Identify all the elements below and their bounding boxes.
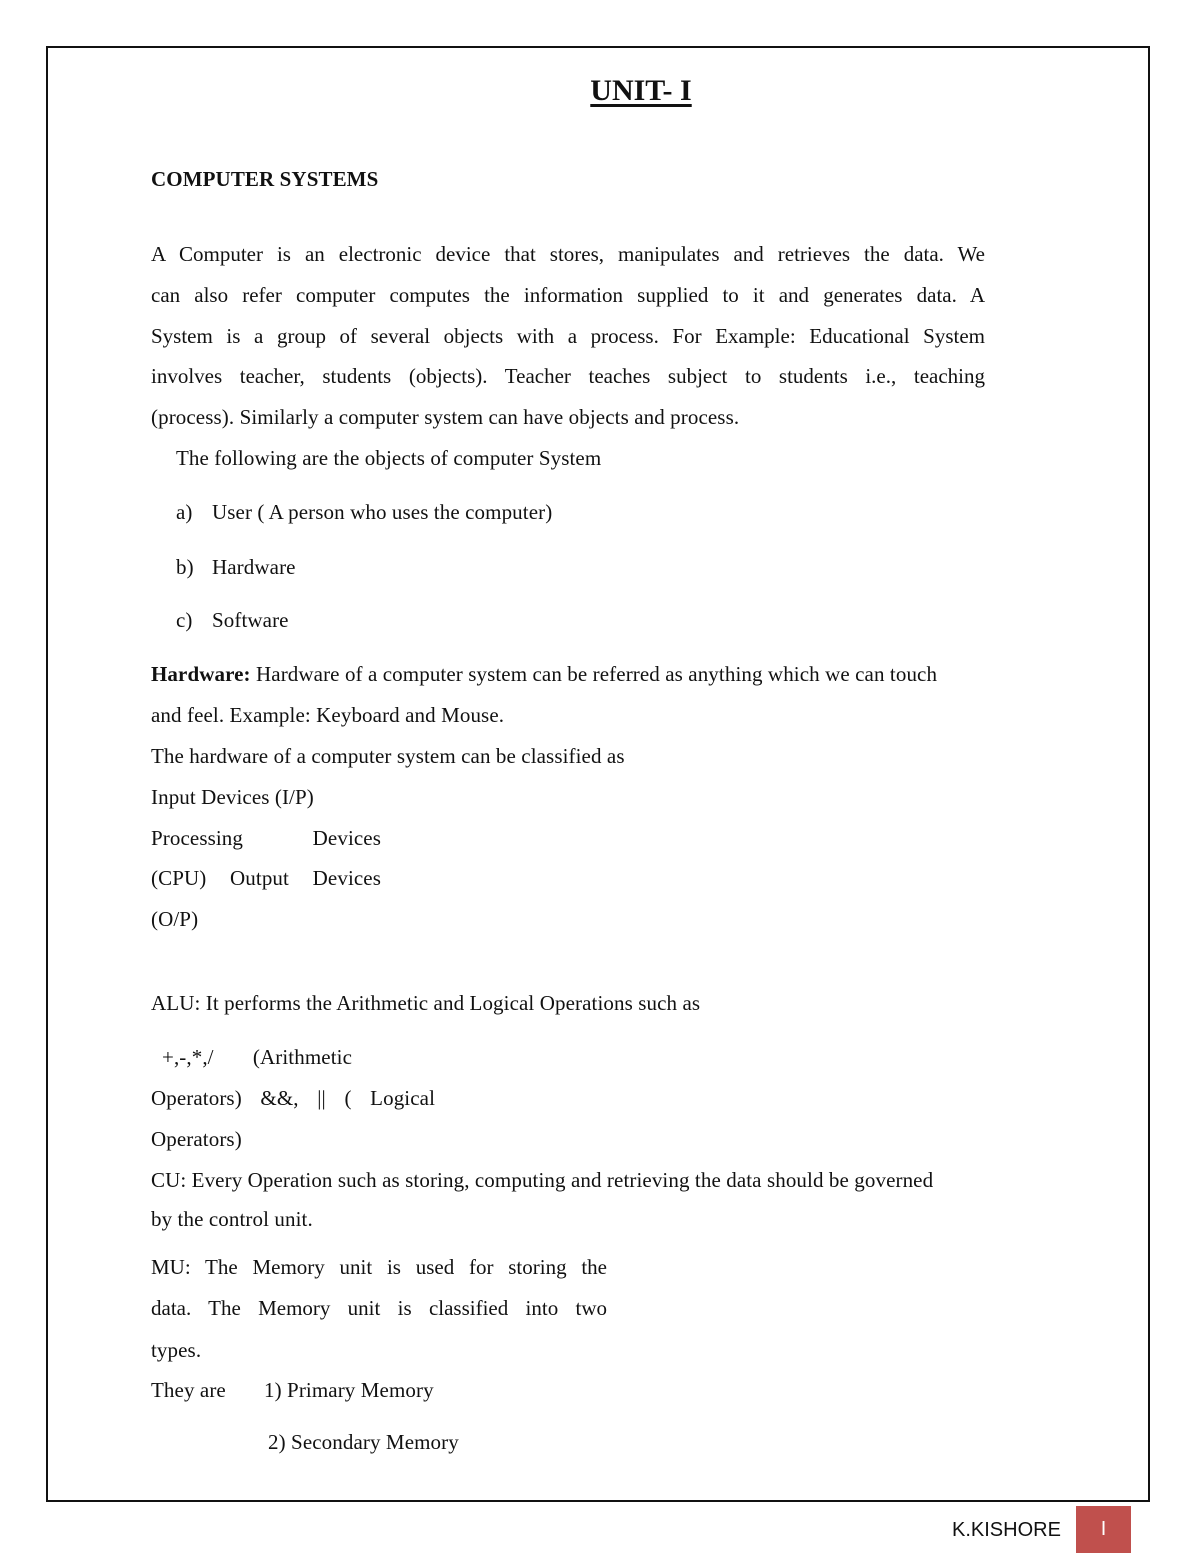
device-line-1: Input Devices (I/P) — [151, 785, 314, 809]
list-item: Software — [212, 608, 289, 632]
hardware-classified-as: The hardware of a computer system can be classified as — [151, 744, 625, 768]
page-title: UNIT- I — [590, 74, 692, 107]
intro-line-5: (process). Similarly a computer system can have objects and process. — [151, 405, 740, 429]
cu-line-2: by the control unit. — [151, 1207, 313, 1231]
mu-they-are: They are — [151, 1378, 226, 1402]
hardware-example: and feel. Example: Keyboard and Mouse. — [151, 703, 505, 727]
objects-intro: The following are the objects of computer System — [176, 446, 602, 470]
page-number-badge: I — [1076, 1506, 1131, 1553]
footer-author: K.KISHORE — [952, 1519, 1061, 1541]
memory-item-primary: 1) Primary Memory — [264, 1378, 434, 1402]
alu-ops-line-1: +,-,*,/ (Arithmetic — [162, 1045, 352, 1069]
hardware-label: Hardware: — [151, 662, 251, 686]
list-marker: b) — [176, 555, 194, 579]
mu-line-3: types. — [151, 1338, 202, 1362]
hardware-definition: Hardware of a computer system can be referred as anything which we can touch — [256, 662, 938, 686]
list-item: User ( A person who uses the computer) — [212, 500, 553, 524]
device-line-2: Processing Devices — [151, 826, 381, 850]
intro-line-2: can also refer computer computes the information supplied to it and generates data. A — [151, 283, 985, 307]
alu-ops-line-3: Operators) — [151, 1127, 242, 1151]
intro-line-1: A Computer is an electronic device that stores, manipulates and retrieves the data. We — [151, 242, 985, 266]
intro-line-3: System is a group of several objects with a process. For Example: Educational System — [151, 324, 985, 348]
intro-line-4: involves teacher, students (objects). Teacher teaches subject to students i.e., teaching — [151, 364, 985, 388]
mu-line-1: MU: The Memory unit is used for storing the — [151, 1255, 607, 1279]
device-line-3: (CPU) Output Devices — [151, 866, 381, 890]
section-heading: COMPUTER SYSTEMS — [151, 167, 379, 191]
mu-line-2: data. The Memory unit is classified into two — [151, 1296, 607, 1320]
memory-item-secondary: 2) Secondary Memory — [268, 1430, 459, 1454]
list-marker: a) — [176, 500, 193, 524]
hardware-paragraph — [151, 662, 937, 686]
device-line-4: (O/P) — [151, 907, 199, 931]
alu-line: ALU: It performs the Arithmetic and Logical Operations such as — [151, 991, 701, 1015]
cu-line-1: CU: Every Operation such as storing, computing and retrieving the data should be governed — [151, 1168, 934, 1192]
alu-ops-line-2: Operators) &&, || ( Logical — [151, 1086, 435, 1110]
list-item: Hardware — [212, 555, 296, 579]
list-marker: c) — [176, 608, 193, 632]
